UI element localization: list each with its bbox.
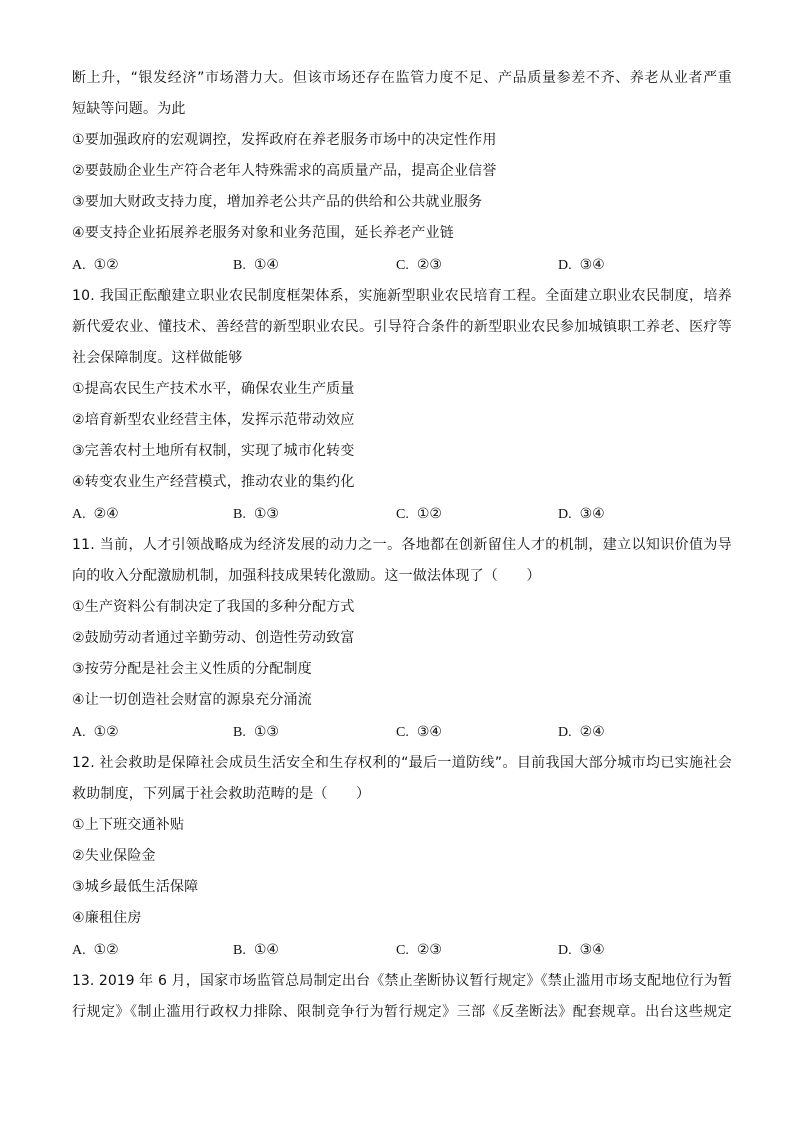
q11-stem-line-2: 向的收入分配激励机制，加强科技成果转化激励。这一做法体现了（ ） (72, 568, 541, 584)
q11-option-c[interactable]: C. ③④ (396, 724, 442, 740)
q11-statement-4: ④让一切创造社会财富的源泉充分涌流 (72, 692, 312, 708)
q9-statement-3: ③要加大财政支持力度，增加养老公共产品的供给和公共就业服务 (72, 194, 483, 210)
q11-option-b[interactable]: B. ①③ (233, 724, 279, 740)
q10-stem-line-2: 新代爱农业、懂技术、善经营的新型职业农民。引导符合条件的新型职业农民参加城镇职工养老、医疗等 (72, 319, 732, 335)
q12-stem-line-1: 12. 社会救助是保障社会成员生活安全和生存权利的“最后一道防线”。目前我国大部分城市均已实施社会 (72, 755, 732, 771)
q11-stem-line-1: 11. 当前，人才引领战略成为经济发展的动力之一。各地都在创新留住人才的机制，建立以知识价值为导 (72, 537, 732, 553)
q10-statement-4: ④转变农业生产经营模式，推动农业的集约化 (72, 474, 355, 490)
q9-option-b[interactable]: B. ①④ (233, 257, 279, 273)
q10-option-b[interactable]: B. ①③ (233, 506, 279, 522)
q11-statement-3: ③按劳分配是社会主义性质的分配制度 (72, 661, 312, 677)
q9-statement-1: ①要加强政府的宏观调控，发挥政府在养老服务市场中的决定性作用 (72, 132, 497, 148)
q12-option-b[interactable]: B. ①④ (233, 942, 279, 958)
q12-option-c[interactable]: C. ②③ (396, 942, 442, 958)
q13-stem-line-1: 13. 2019 年 6 月，国家市场监管总局制定出台《禁止垄断协议暂行规定》《禁止滥用市场支配地位行为暂 (72, 973, 732, 989)
q9-stem-line-2: 短缺等问题。为此 (72, 101, 186, 117)
q12-statement-3: ③城乡最低生活保障 (72, 879, 199, 895)
q12-option-a[interactable]: A. ①② (72, 942, 119, 958)
q11-option-d[interactable]: D. ②④ (558, 724, 605, 740)
q10-statement-2: ②培育新型农业经营主体，发挥示范带动效应 (72, 412, 355, 428)
q12-statement-4: ④廉租住房 (72, 910, 142, 926)
q9-option-d[interactable]: D. ③④ (558, 257, 605, 273)
q10-stem-line-3: 社会保障制度。这样做能够 (72, 350, 243, 366)
q12-statement-1: ①上下班交通补贴 (72, 817, 185, 833)
q10-option-c[interactable]: C. ①② (396, 506, 442, 522)
q11-option-a[interactable]: A. ①② (72, 724, 119, 740)
q12-statement-2: ②失业保险金 (72, 848, 156, 864)
q9-statement-4: ④要支持企业拓展养老服务对象和业务范围，延长养老产业链 (72, 225, 454, 241)
q10-stem-line-1: 10. 我国正酝酿建立职业农民制度框架体系，实施新型职业农民培育工程。全面建立职业农民制度，培养 (72, 288, 732, 304)
q12-option-d[interactable]: D. ③④ (558, 942, 605, 958)
q9-option-a[interactable]: A. ①② (72, 257, 119, 273)
q10-statement-3: ③完善农村土地所有权制，实现了城市化转变 (72, 443, 355, 459)
q9-statement-2: ②要鼓励企业生产符合老年人特殊需求的高质量产品，提高企业信誉 (72, 163, 497, 179)
q9-stem-line-1: 断上升，“银发经济”市场潜力大。但该市场还存在监管力度不足、产品质量参差不齐、养老从业者严重 (72, 70, 732, 86)
q11-statement-2: ②鼓励劳动者通过辛勤劳动、创造性劳动致富 (72, 630, 355, 646)
q10-option-d[interactable]: D. ③④ (558, 506, 605, 522)
q11-statement-1: ①生产资料公有制决定了我国的多种分配方式 (72, 599, 355, 615)
q10-statement-1: ①提高农民生产技术水平，确保农业生产质量 (72, 381, 355, 397)
q10-option-a[interactable]: A. ②④ (72, 506, 119, 522)
q9-option-c[interactable]: C. ②③ (396, 257, 442, 273)
q12-stem-line-2: 救助制度，下列属于社会救助范畴的是（ ） (72, 786, 371, 802)
q13-stem-line-2: 行规定》《制止滥用行政权力排除、限制竞争行为暂行规定》三部《反垄断法》配套规章。出台这些规定 (72, 1004, 732, 1020)
